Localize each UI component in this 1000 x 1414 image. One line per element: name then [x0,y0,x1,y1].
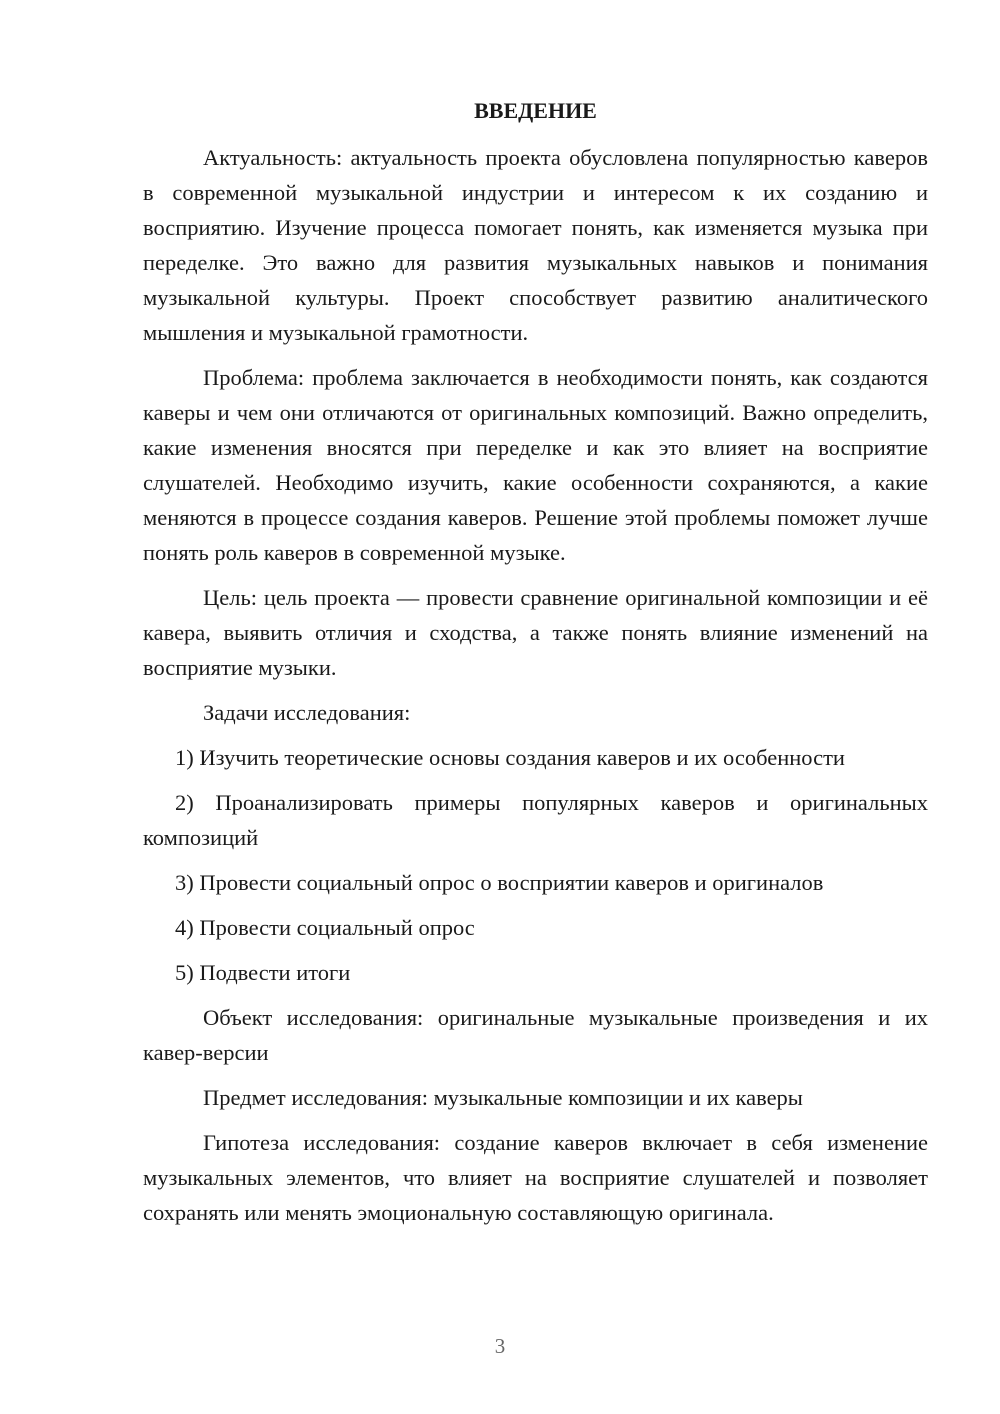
tasks-heading: Задачи исследования: [203,700,411,725]
relevance-paragraph: Актуальность: актуальность проекта обусловлена популярностью каверов в современной музыкальной индустрии и интересом к их созданию и восприятию. Изучение процесса помогает понять, как изменяется музыка при переделке. Это важно для развития музыкальных навыков и понимания музыкальной культуры. Проект способствует развитию аналитического мышления и музыкальной грамотности. [143,145,928,345]
task-item: 1) Изучить теоретические основы создания каверов и их особенности [175,745,845,770]
subject-paragraph: Предмет исследования: музыкальные композиции и их каверы [203,1085,803,1110]
hypothesis-paragraph: Гипотеза исследования: создание каверов включает в себя изменение музыкальных элементов, что влияет на восприятие слушателей и позволяет сохранять или менять эмоциональную составляющую оригинала. [143,1130,928,1225]
object-paragraph: Объект исследования: оригинальные музыкальные произведения и их кавер-версии [143,1005,928,1065]
task-item: 5) Подвести итоги [175,960,351,985]
goal-paragraph: Цель: цель проекта — провести сравнение оригинальной композиции и её кавера, выявить отличия и сходства, а также понять влияние изменений на восприятие музыки. [143,585,928,680]
problem-paragraph: Проблема: проблема заключается в необходимости понять, как создаются каверы и чем они отличаются от оригинальных композиций. Важно определить, какие изменения вносятся при переделке и как это влияет на восприятие слушателей. Необходимо изучить, какие особенности сохраняются, а какие меняются в процессе создания каверов. Решение этой проблемы поможет лучше понять роль каверов в современной музыке. [143,365,928,565]
tasks-list [143,740,928,990]
page-title: ВВЕДЕНИЕ [474,98,597,123]
document-page [143,96,928,1240]
task-item: 3) Провести социальный опрос о восприятии каверов и оригиналов [175,870,824,895]
task-item: 2) Проанализировать примеры популярных каверов и оригинальных композиций [143,790,928,850]
page-number: 3 [494,1334,506,1358]
task-item: 4) Провести социальный опрос [175,915,475,940]
